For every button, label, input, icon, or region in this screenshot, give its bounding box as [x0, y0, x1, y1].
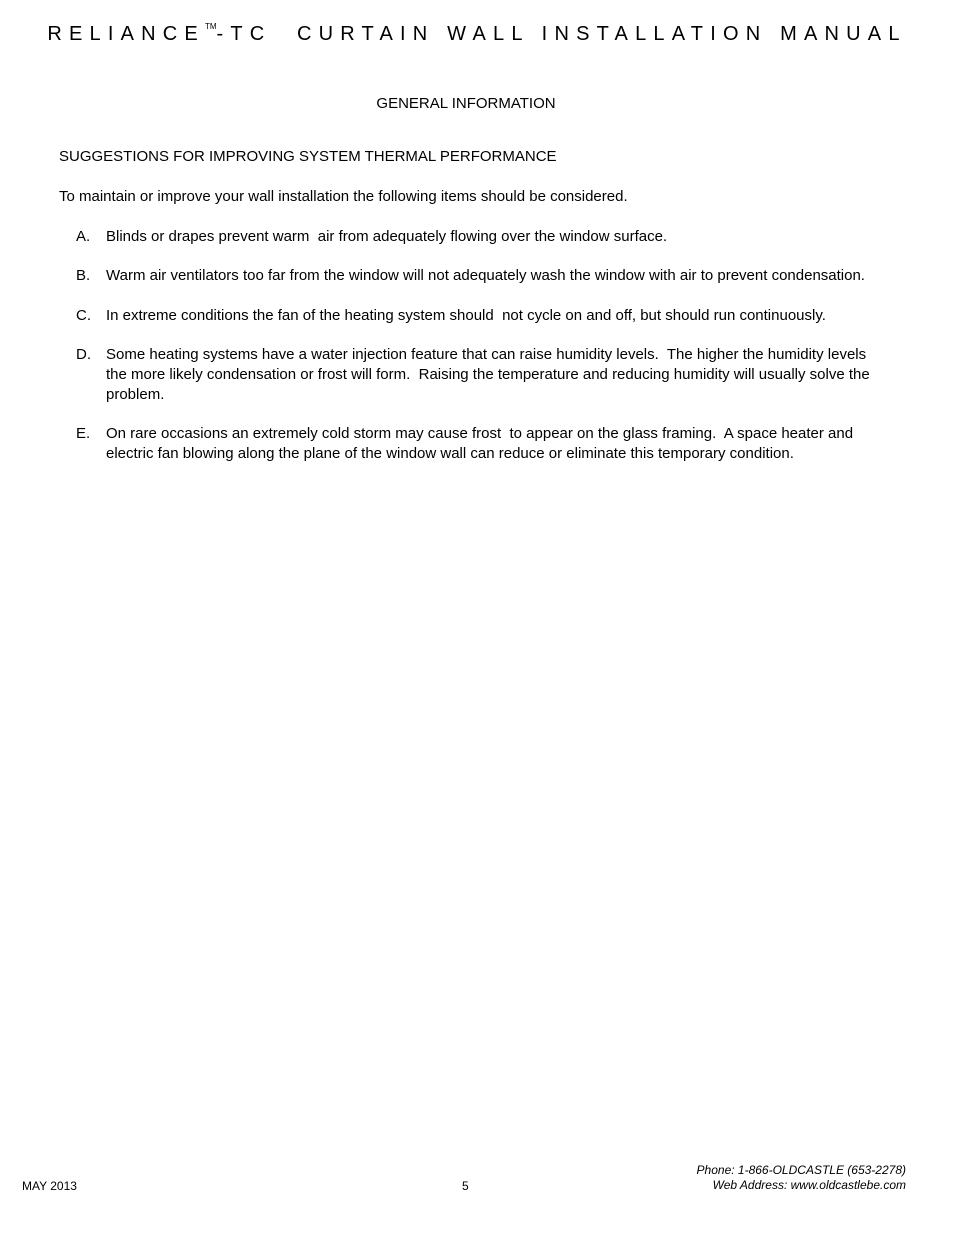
- trademark-symbol: TM: [204, 22, 217, 31]
- list-item-text: Some heating systems have a water injection feature that can raise humidity levels. The higher the humidity levels the more likely condensation or frost will form. Raising the temperature and reducing humidity will usually solve the problem.: [106, 346, 874, 403]
- subheading: SUGGESTIONS FOR IMPROVING SYSTEM THERMAL PERFORMANCE: [59, 148, 557, 165]
- list-item-text: Blinds or drapes prevent warm air from adequately flowing over the window surface.: [106, 228, 668, 245]
- list-item: [76, 266, 876, 286]
- list-item: [76, 306, 876, 326]
- footer-date: MAY 2013: [22, 1179, 77, 1193]
- suggestions-list: [76, 227, 876, 483]
- footer-contact: [697, 1163, 906, 1193]
- brand-name: RELIANCE: [47, 23, 205, 45]
- list-item-letter: C.: [76, 306, 91, 324]
- intro-paragraph: To maintain or improve your wall installation the following items should be considered.: [59, 188, 628, 205]
- list-item-letter: D.: [76, 346, 91, 364]
- section-title: GENERAL INFORMATION: [376, 95, 556, 112]
- footer-page-number: 5: [462, 1179, 469, 1193]
- list-item: [76, 345, 876, 404]
- list-item-text: On rare occasions an extremely cold storm may cause frost to appear on the glass framing. A space heater and electric fan blowing along the plane of the window wall can reduce or eliminate this temporary condition.: [106, 424, 858, 462]
- list-item-text: In extreme conditions the fan of the heating system should not cycle on and off, but should run continuously.: [106, 306, 826, 324]
- footer-phone: Phone: 1-866-OLDCASTLE (653-2278): [696, 1163, 906, 1177]
- list-item-letter: B.: [76, 267, 91, 285]
- list-item-text: Warm air ventilators too far from the window will not adequately wash the window with air to prevent condensation.: [106, 267, 865, 285]
- header-title-rest: -TC CURTAIN WALL INSTALLATION MANUAL: [216, 23, 907, 45]
- footer-web-address: Web Address: www.oldcastlebe.com: [712, 1178, 906, 1192]
- list-item: [76, 424, 876, 463]
- list-item-letter: E.: [76, 424, 91, 442]
- list-item: [76, 227, 876, 247]
- list-item-letter: A.: [76, 228, 91, 245]
- page-header-title: [0, 22, 954, 46]
